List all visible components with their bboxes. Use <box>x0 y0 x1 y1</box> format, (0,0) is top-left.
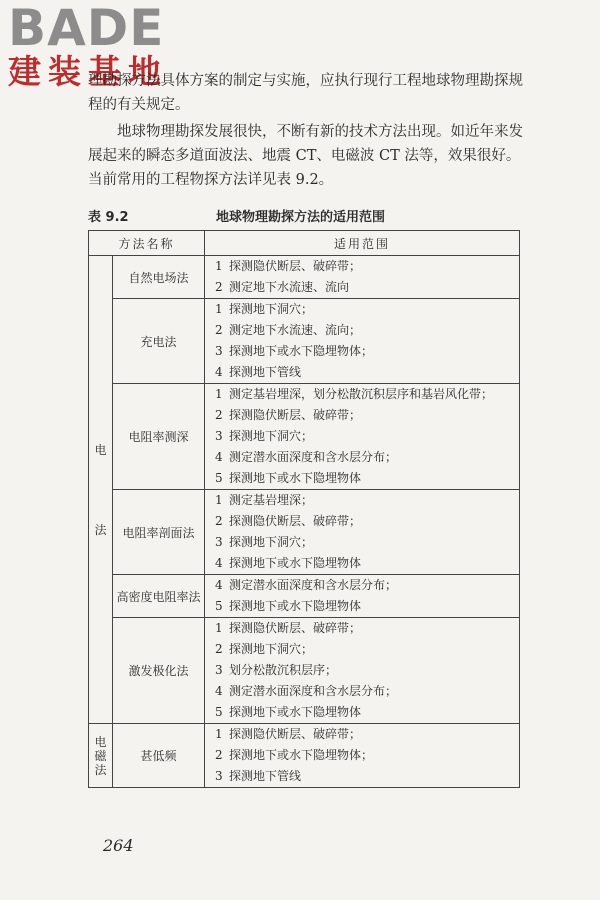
scope-item <box>215 766 519 787</box>
scope-item-text: 测定潜水面深度和含水层分布； <box>229 450 398 464</box>
scope-item-number: 1 <box>215 621 223 635</box>
method-name: 自然电场法 <box>113 256 205 299</box>
table-row <box>89 575 520 618</box>
scope-item <box>215 426 519 447</box>
scope-item-number: 3 <box>215 535 223 549</box>
scope-item-text: 探测地下洞穴； <box>229 535 314 549</box>
scope-item-number: 4 <box>215 684 223 698</box>
scope-item-number: 1 <box>215 259 223 273</box>
table-row <box>89 724 520 788</box>
table-row <box>89 490 520 575</box>
scope-item-text: 探测地下或水下隐埋物体 <box>229 556 362 570</box>
scope-item-number: 4 <box>215 365 223 379</box>
scope-item <box>215 532 519 553</box>
scope-item <box>215 702 519 723</box>
scope-item <box>215 362 519 383</box>
scope-item-text: 探测地下洞穴； <box>229 429 314 443</box>
scope-cell <box>205 618 520 724</box>
scope-cell <box>205 256 520 299</box>
category-char: 电 <box>94 734 107 749</box>
scope-item-text: 探测隐伏断层、破碎带； <box>229 259 362 273</box>
scope-item-number: 2 <box>215 748 223 762</box>
scope-item-number: 1 <box>215 493 223 507</box>
scope-item-text: 探测地下管线 <box>229 365 302 379</box>
scope-item-number: 3 <box>215 344 223 358</box>
scope-cell <box>205 724 520 788</box>
scope-item <box>215 596 519 617</box>
scope-item-number: 1 <box>215 302 223 316</box>
scope-item-text: 划分松散沉积层序； <box>229 663 338 677</box>
scope-item-text: 测定基岩埋深； <box>229 493 314 507</box>
logo-brand: BADE <box>8 0 165 57</box>
header-scope: 适用范围 <box>205 231 520 256</box>
scope-item-text: 探测隐伏断层、破碎带； <box>229 408 362 422</box>
scope-item <box>215 277 519 298</box>
scope-item-number: 2 <box>215 408 223 422</box>
scope-item-text: 探测地下或水下隐埋物体 <box>229 705 362 719</box>
scope-item-text: 探测地下洞穴； <box>229 642 314 656</box>
scope-item-text: 测定潜水面深度和含水层分布； <box>229 578 398 592</box>
scope-item <box>215 256 519 277</box>
scope-item-text: 探测隐伏断层、破碎带； <box>229 514 362 528</box>
scope-item <box>215 553 519 574</box>
scope-item-number: 4 <box>215 450 223 464</box>
scope-item <box>215 405 519 426</box>
scope-item-text: 测定基岩埋深，划分松散沉积层序和基岩风化带； <box>229 387 494 401</box>
method-name: 高密度电阻率法 <box>113 575 205 618</box>
scope-item-text: 测定地下水流速、流向 <box>229 280 350 294</box>
scope-item <box>215 384 519 405</box>
methods-table <box>88 230 520 788</box>
scope-item <box>215 511 519 532</box>
scope-item-text: 测定地下水流速、流向； <box>229 323 362 337</box>
scope-item-text: 探测隐伏断层、破碎带； <box>229 621 362 635</box>
scope-item-text: 探测地下或水下隐埋物体； <box>229 748 374 762</box>
category-cell <box>89 724 113 788</box>
category-cell <box>89 256 113 724</box>
method-name: 激发极化法 <box>113 618 205 724</box>
scope-item-number: 3 <box>215 429 223 443</box>
paragraph-2: 地球物理勘探发展很快，不断有新的技术方法出现。如近年来发展起来的瞬态多道面波法、地震 CT、电磁波 CT 法等，效果很好。当前常用的工程物探方法详见表 9.2。 <box>88 124 523 188</box>
table-row <box>89 384 520 490</box>
scope-item <box>215 299 519 320</box>
scope-item-number: 5 <box>215 471 223 485</box>
table-header-row <box>89 231 520 256</box>
scope-item-text: 探测地下或水下隐埋物体 <box>229 471 362 485</box>
table-row <box>89 618 520 724</box>
scope-item-number: 1 <box>215 387 223 401</box>
scope-item <box>215 660 519 681</box>
scope-item-text: 探测地下管线 <box>229 769 302 783</box>
scope-item <box>215 639 519 660</box>
scope-item <box>215 468 519 489</box>
method-name: 电阻率测深 <box>113 384 205 490</box>
table-row <box>89 299 520 384</box>
scope-item-text: 测定潜水面深度和含水层分布； <box>229 684 398 698</box>
scope-item <box>215 745 519 766</box>
method-name: 充电法 <box>113 299 205 384</box>
scope-item-number: 2 <box>215 514 223 528</box>
category-char: 法 <box>94 522 107 537</box>
method-name: 甚低频 <box>113 724 205 788</box>
header-method: 方法名称 <box>89 231 205 256</box>
scope-item <box>215 724 519 745</box>
category-char: 法 <box>94 762 107 777</box>
scope-item <box>215 681 519 702</box>
scope-cell <box>205 490 520 575</box>
logo-tagline: 建装基地 <box>8 52 168 91</box>
scope-item <box>215 341 519 362</box>
scope-item <box>215 320 519 341</box>
scope-cell <box>205 575 520 618</box>
scope-item <box>215 447 519 468</box>
scope-item-number: 3 <box>215 663 223 677</box>
scope-item-number: 4 <box>215 556 223 570</box>
scope-item-text: 探测隐伏断层、破碎带； <box>229 727 362 741</box>
scope-item-text: 探测地下或水下隐埋物体； <box>229 344 374 358</box>
scope-item-number: 5 <box>215 599 223 613</box>
scope-item-number: 2 <box>215 323 223 337</box>
scope-item-number: 2 <box>215 280 223 294</box>
scope-item-number: 2 <box>215 642 223 656</box>
scope-item-number: 5 <box>215 705 223 719</box>
category-char: 磁 <box>94 748 107 763</box>
method-name: 电阻率剖面法 <box>113 490 205 575</box>
table-row <box>89 256 520 299</box>
scope-item <box>215 490 519 511</box>
scope-item-text: 探测地下或水下隐埋物体 <box>229 599 362 613</box>
scope-item-number: 3 <box>215 769 223 783</box>
table-body <box>89 256 520 788</box>
scope-item-text: 探测地下洞穴； <box>229 302 314 316</box>
scope-item-number: 4 <box>215 578 223 592</box>
paragraph-1: 理勘探方法具体方案的制定与实施，应执行现行工程地球物理勘探规程的有关规定。 <box>88 73 523 113</box>
scope-cell <box>205 384 520 490</box>
table-title: 地球物理勘探方法的适用范围 <box>216 210 386 225</box>
category-char: 电 <box>94 442 107 457</box>
scope-cell <box>205 299 520 384</box>
page-number: 264 <box>103 836 134 855</box>
table-number: 表 9.2 <box>88 210 129 225</box>
scope-item <box>215 575 519 596</box>
scope-item-number: 1 <box>215 727 223 741</box>
scope-item <box>215 618 519 639</box>
